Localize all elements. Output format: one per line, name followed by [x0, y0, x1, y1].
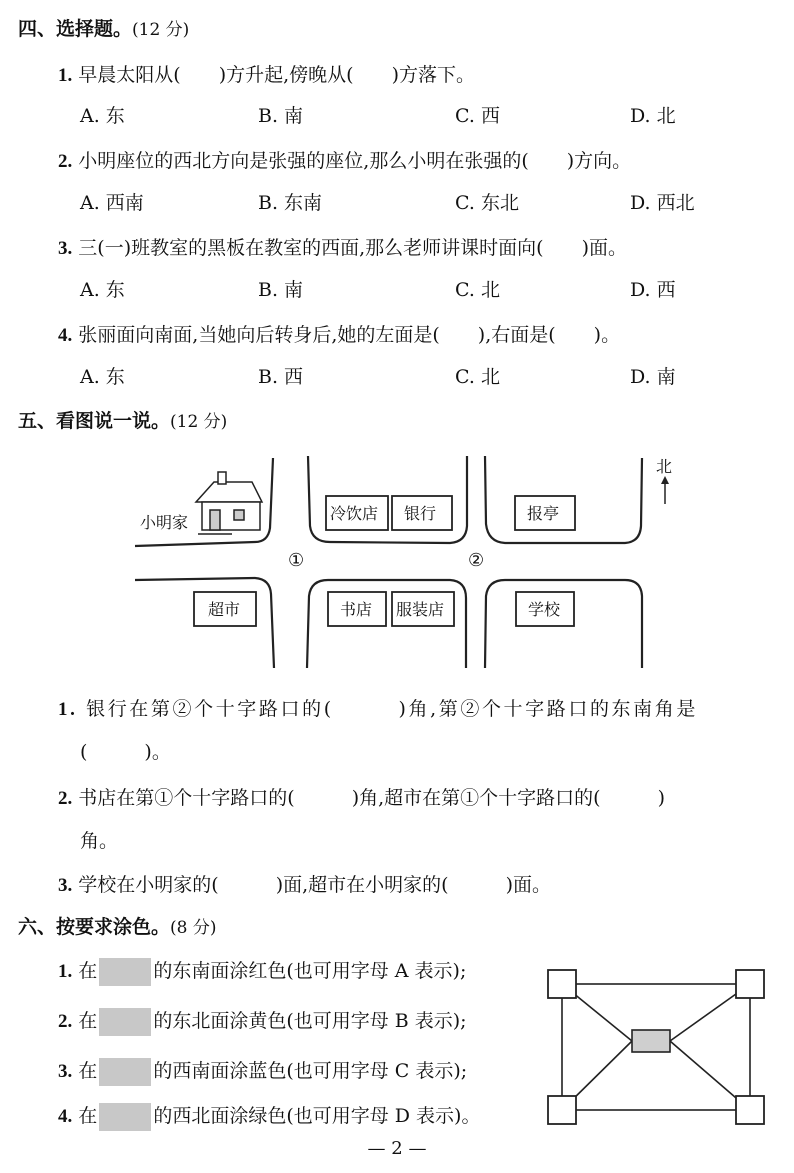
option: A. 东	[80, 366, 125, 388]
q6-4	[58, 1101, 480, 1131]
question-number: 3.	[58, 1061, 73, 1082]
q4-3	[58, 233, 627, 260]
crossroad-2-label: ②	[468, 550, 485, 571]
section4-title	[18, 14, 189, 41]
q4-4	[58, 320, 620, 347]
section4-heading: 四、选择题。	[18, 18, 133, 40]
option: D. 西	[630, 279, 676, 301]
question-number: 3.	[58, 875, 73, 896]
question-number: 2.	[58, 151, 73, 172]
map-label-school: 学校	[528, 600, 561, 619]
question-number: 4.	[58, 1106, 73, 1127]
option: C. 西	[455, 105, 500, 127]
section4-points: (12 分)	[132, 20, 190, 40]
question-number: 1.	[58, 699, 78, 720]
option: B. 东南	[258, 192, 323, 214]
question-text: 在	[78, 1060, 98, 1082]
option: A. 东	[80, 105, 125, 127]
map-label-bank: 银行	[404, 504, 437, 523]
map-label-supermarket: 超市	[208, 600, 241, 619]
gray-box	[99, 1008, 151, 1036]
question-text: 张丽面向南面,当她向后转身后,她的左面是( ),右面是( )。	[78, 324, 621, 346]
question-number: 2.	[58, 788, 73, 809]
map-label-home: 小明家	[140, 513, 189, 532]
q5-1	[58, 694, 698, 721]
question-number: 1.	[58, 65, 73, 86]
q4-2	[58, 146, 631, 173]
option: C. 北	[455, 279, 500, 301]
section6-title	[18, 912, 217, 939]
q5-3	[58, 870, 551, 897]
option: C. 北	[455, 366, 500, 388]
question-text: 书店在第①个十字路口的( )角,超市在第①个十字路口的( )	[78, 787, 665, 809]
section6-heading: 六、按要求涂色。	[18, 916, 171, 938]
gray-box	[99, 958, 151, 986]
question-text: 学校在小明家的( )面,超市在小明家的( )面。	[78, 874, 551, 896]
option: B. 南	[258, 105, 304, 127]
question-number: 1.	[58, 961, 73, 982]
coloring-diagram	[540, 958, 780, 1138]
q6-2	[58, 1006, 467, 1036]
option: D. 北	[630, 105, 676, 127]
q5-2	[58, 783, 665, 810]
map-label-kiosk: 报亭	[527, 504, 560, 523]
question-text: 银行在第②个十字路口的( )角,第②个十字路口的东南角是	[86, 698, 698, 720]
question-number: 2.	[58, 1011, 73, 1032]
section5-title	[18, 406, 227, 433]
option: B. 西	[258, 366, 304, 388]
q4-1	[58, 60, 475, 87]
option: A. 西南	[80, 192, 144, 214]
north-label: 北	[656, 457, 673, 476]
question-text: 小明座位的西北方向是张强的座位,那么小明在张强的( )方向。	[78, 150, 632, 172]
question-text: 三(一)班教室的黑板在教室的西面,那么老师讲课时面向( )面。	[78, 237, 627, 259]
crossroad-1-label: ①	[288, 550, 305, 571]
option: D. 西北	[630, 192, 695, 214]
q5-2-cont	[80, 826, 118, 853]
question-text: 角。	[80, 830, 119, 852]
section6-points: (8 分)	[170, 918, 217, 938]
gray-box	[99, 1103, 151, 1131]
q5-1-cont	[80, 737, 171, 764]
question-number: 3.	[58, 238, 73, 259]
question-text: 在	[78, 1010, 98, 1032]
gray-box	[99, 1058, 151, 1086]
question-number: 4.	[58, 325, 73, 346]
option: A. 东	[80, 279, 125, 301]
page-number: — 2 —	[367, 1138, 427, 1159]
question-text: 的西南面涂蓝色(也可用字母 C 表示);	[153, 1060, 468, 1082]
question-text: 的东北面涂黄色(也可用字母 B 表示);	[153, 1010, 467, 1032]
question-text: 的西北面涂绿色(也可用字母 D 表示)。	[153, 1105, 481, 1127]
question-text: 早晨太阳从( )方升起,傍晚从( )方落下。	[78, 64, 475, 86]
map-label-bookstore: 书店	[340, 600, 373, 619]
option: C. 东北	[455, 192, 519, 214]
map-label-clothing: 服装店	[396, 600, 445, 619]
section5-heading: 五、看图说一说。	[18, 410, 171, 432]
question-text: 在	[78, 960, 98, 982]
question-text: 在	[78, 1105, 98, 1127]
option: B. 南	[258, 279, 304, 301]
q6-1	[58, 956, 466, 986]
street-map	[0, 446, 794, 676]
question-text: 的东南面涂红色(也可用字母 A 表示);	[153, 960, 467, 982]
section5-points: (12 分)	[170, 412, 228, 432]
question-text: ( )。	[80, 741, 171, 763]
house-icon	[196, 472, 262, 534]
q6-3	[58, 1056, 467, 1086]
map-label-cold-drinks: 冷饮店	[330, 504, 379, 523]
north-arrowhead-icon	[661, 476, 669, 484]
option: D. 南	[630, 366, 676, 388]
